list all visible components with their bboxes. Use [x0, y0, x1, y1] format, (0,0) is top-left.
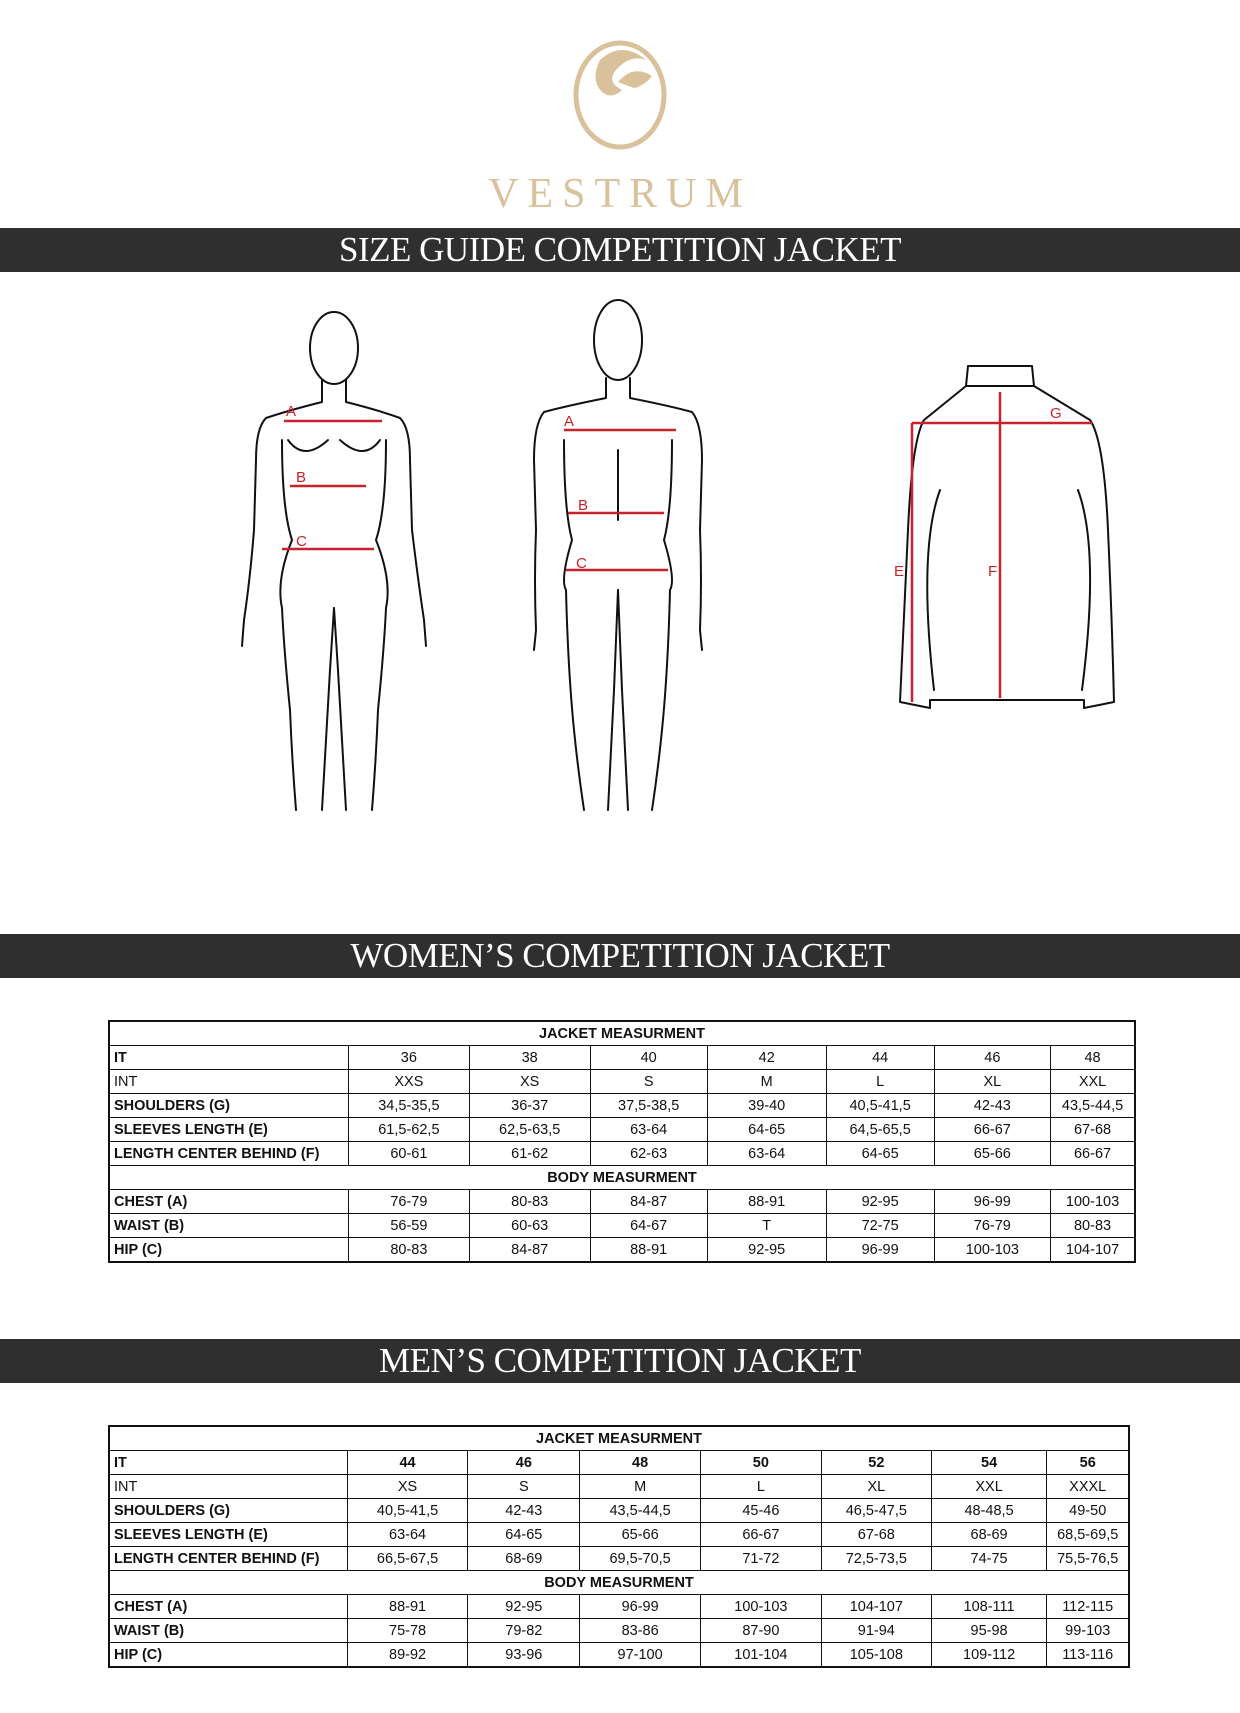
table-cell: 43,5-44,5 [580, 1499, 700, 1523]
jacket-measurement-header [109, 1426, 1129, 1451]
jacket-measurement-header-label: JACKET MEASURMENT [109, 1021, 1135, 1046]
table-cell: 101-104 [700, 1643, 821, 1668]
table-cell: 92-95 [826, 1190, 934, 1214]
man-label-a: A [564, 413, 575, 430]
table-cell: 96-99 [934, 1190, 1051, 1214]
table-cell: 95-98 [931, 1619, 1047, 1643]
table-cell: 45-46 [700, 1499, 821, 1523]
row-label: WAIST (B) [109, 1214, 348, 1238]
table-cell: 64-65 [707, 1118, 826, 1142]
table-cell: 46 [468, 1451, 580, 1475]
table-cell: 68-69 [468, 1547, 580, 1571]
table-cell: 63-64 [347, 1523, 467, 1547]
table-cell: 72,5-73,5 [821, 1547, 931, 1571]
table-cell: 62,5-63,5 [469, 1118, 590, 1142]
jacket-label-f: F [988, 563, 998, 580]
table-cell: 61,5-62,5 [348, 1118, 469, 1142]
row-label: SHOULDERS (G) [109, 1499, 347, 1523]
table-cell: 75,5-76,5 [1047, 1547, 1129, 1571]
measurement-figures [0, 290, 1240, 890]
table-cell: 88-91 [590, 1238, 707, 1263]
table-cell: S [590, 1070, 707, 1094]
table-cell: 91-94 [821, 1619, 931, 1643]
table-cell: 66-67 [934, 1118, 1051, 1142]
table-cell: 112-115 [1047, 1595, 1129, 1619]
women-size-table [108, 1020, 1136, 1263]
man-label-b: B [578, 497, 589, 514]
table-cell: XS [347, 1475, 467, 1499]
table-cell: 65-66 [580, 1523, 700, 1547]
table-cell: XXL [1051, 1070, 1135, 1094]
table-cell: 44 [347, 1451, 467, 1475]
women-section-title: WOMEN’S COMPETITION JACKET [0, 934, 1240, 978]
table-cell: 54 [931, 1451, 1047, 1475]
table-cell: 83-86 [580, 1619, 700, 1643]
table-cell: 64-65 [468, 1523, 580, 1547]
table-cell: 42-43 [468, 1499, 580, 1523]
table-cell: 52 [821, 1451, 931, 1475]
table-cell: 79-82 [468, 1619, 580, 1643]
table-cell: 40 [590, 1046, 707, 1070]
table-row [109, 1451, 1129, 1475]
table-row [109, 1547, 1129, 1571]
jacket-figure [900, 366, 1114, 708]
table-cell: 100-103 [700, 1595, 821, 1619]
table-cell: 113-116 [1047, 1643, 1129, 1668]
row-label: INT [109, 1070, 348, 1094]
table-cell: 34,5-35,5 [348, 1094, 469, 1118]
table-cell: 38 [469, 1046, 590, 1070]
row-label: LENGTH CENTER BEHIND (F) [109, 1142, 348, 1166]
table-cell: 50 [700, 1451, 821, 1475]
table-cell: 65-66 [934, 1142, 1051, 1166]
man-label-c: C [576, 555, 587, 572]
table-row [109, 1643, 1129, 1668]
table-cell: 36-37 [469, 1094, 590, 1118]
men-section-title: MEN’S COMPETITION JACKET [0, 1339, 1240, 1383]
row-label: IT [109, 1451, 347, 1475]
table-row [109, 1238, 1135, 1263]
row-label: SLEEVES LENGTH (E) [109, 1118, 348, 1142]
table-cell: M [707, 1070, 826, 1094]
row-label: CHEST (A) [109, 1190, 348, 1214]
row-label: WAIST (B) [109, 1619, 347, 1643]
table-cell: 60-61 [348, 1142, 469, 1166]
table-cell: 68,5-69,5 [1047, 1523, 1129, 1547]
table-cell: 43,5-44,5 [1051, 1094, 1135, 1118]
table-row [109, 1094, 1135, 1118]
table-cell: 76-79 [348, 1190, 469, 1214]
brand-name: VESTRUM [488, 171, 752, 217]
table-cell: 80-83 [1051, 1214, 1135, 1238]
page-title: SIZE GUIDE COMPETITION JACKET [0, 228, 1240, 272]
table-cell: 40,5-41,5 [826, 1094, 934, 1118]
table-cell: 66,5-67,5 [347, 1547, 467, 1571]
jacket-measurement-header-label: JACKET MEASURMENT [109, 1426, 1129, 1451]
table-cell: 49-50 [1047, 1499, 1129, 1523]
table-cell: 96-99 [580, 1595, 700, 1619]
table-cell: 64,5-65,5 [826, 1118, 934, 1142]
woman-figure [242, 312, 426, 810]
table-cell: 104-107 [1051, 1238, 1135, 1263]
table-cell: 42 [707, 1046, 826, 1070]
table-cell: T [707, 1214, 826, 1238]
table-cell: XXXL [1047, 1475, 1129, 1499]
table-cell: 48-48,5 [931, 1499, 1047, 1523]
table-cell: 88-91 [707, 1190, 826, 1214]
row-label: CHEST (A) [109, 1595, 347, 1619]
row-label: HIP (C) [109, 1238, 348, 1263]
row-label: LENGTH CENTER BEHIND (F) [109, 1547, 347, 1571]
table-cell: 109-112 [931, 1643, 1047, 1668]
row-label: INT [109, 1475, 347, 1499]
table-cell: 99-103 [1047, 1619, 1129, 1643]
table-cell: 89-92 [347, 1643, 467, 1668]
table-cell: 93-96 [468, 1643, 580, 1668]
table-cell: XL [821, 1475, 931, 1499]
table-cell: 87-90 [700, 1619, 821, 1643]
woman-label-c: C [296, 533, 307, 550]
woman-label-b: B [296, 469, 307, 486]
table-row [109, 1499, 1129, 1523]
table-cell: 62-63 [590, 1142, 707, 1166]
table-cell: 96-99 [826, 1238, 934, 1263]
table-cell: 39-40 [707, 1094, 826, 1118]
table-cell: 97-100 [580, 1643, 700, 1668]
table-cell: 71-72 [700, 1547, 821, 1571]
table-cell: 40,5-41,5 [347, 1499, 467, 1523]
table-row [109, 1214, 1135, 1238]
table-cell: 63-64 [707, 1142, 826, 1166]
table-cell: L [700, 1475, 821, 1499]
brand-logo [0, 0, 1240, 220]
row-label: SHOULDERS (G) [109, 1094, 348, 1118]
jacket-label-e: E [894, 563, 905, 580]
body-measurement-header-label: BODY MEASURMENT [109, 1166, 1135, 1190]
table-cell: 63-64 [590, 1118, 707, 1142]
table-cell: XS [469, 1070, 590, 1094]
table-cell: 84-87 [590, 1190, 707, 1214]
table-cell: 60-63 [469, 1214, 590, 1238]
table-cell: XXS [348, 1070, 469, 1094]
table-row [109, 1595, 1129, 1619]
table-cell: 92-95 [468, 1595, 580, 1619]
table-cell: XL [934, 1070, 1051, 1094]
men-size-table [108, 1425, 1130, 1668]
table-cell: 56-59 [348, 1214, 469, 1238]
table-cell: 46,5-47,5 [821, 1499, 931, 1523]
table-cell: 56 [1047, 1451, 1129, 1475]
table-cell: 67-68 [821, 1523, 931, 1547]
table-cell: 64-65 [826, 1142, 934, 1166]
table-row [109, 1046, 1135, 1070]
table-cell: 108-111 [931, 1595, 1047, 1619]
jacket-label-g: G [1050, 405, 1062, 422]
table-cell: 92-95 [707, 1238, 826, 1263]
table-cell: 72-75 [826, 1214, 934, 1238]
table-cell: 68-69 [931, 1523, 1047, 1547]
table-cell: 66-67 [1051, 1142, 1135, 1166]
table-cell: 100-103 [1051, 1190, 1135, 1214]
table-cell: 48 [1051, 1046, 1135, 1070]
body-measurement-header [109, 1166, 1135, 1190]
woman-label-a: A [286, 403, 297, 420]
table-cell: 88-91 [347, 1595, 467, 1619]
table-cell: 44 [826, 1046, 934, 1070]
table-cell: 76-79 [934, 1214, 1051, 1238]
table-cell: 69,5-70,5 [580, 1547, 700, 1571]
body-measurement-header [109, 1571, 1129, 1595]
table-cell: 46 [934, 1046, 1051, 1070]
table-cell: 84-87 [469, 1238, 590, 1263]
table-cell: 36 [348, 1046, 469, 1070]
table-cell: XXL [931, 1475, 1047, 1499]
table-cell: 48 [580, 1451, 700, 1475]
table-cell: 64-67 [590, 1214, 707, 1238]
row-label: HIP (C) [109, 1643, 347, 1668]
table-cell: 74-75 [931, 1547, 1047, 1571]
table-cell: 66-67 [700, 1523, 821, 1547]
table-cell: S [468, 1475, 580, 1499]
table-cell: 105-108 [821, 1643, 931, 1668]
table-cell: 61-62 [469, 1142, 590, 1166]
row-label: SLEEVES LENGTH (E) [109, 1523, 347, 1547]
body-measurement-header-label: BODY MEASURMENT [109, 1571, 1129, 1595]
horse-emblem-icon [560, 30, 680, 160]
table-cell: L [826, 1070, 934, 1094]
table-cell: 80-83 [469, 1190, 590, 1214]
table-row [109, 1523, 1129, 1547]
jacket-measurement-header [109, 1021, 1135, 1046]
table-cell: M [580, 1475, 700, 1499]
table-row [109, 1070, 1135, 1094]
table-cell: 104-107 [821, 1595, 931, 1619]
table-row [109, 1118, 1135, 1142]
table-cell: 80-83 [348, 1238, 469, 1263]
table-cell: 67-68 [1051, 1118, 1135, 1142]
table-cell: 42-43 [934, 1094, 1051, 1118]
table-cell: 37,5-38,5 [590, 1094, 707, 1118]
table-cell: 75-78 [347, 1619, 467, 1643]
table-row [109, 1619, 1129, 1643]
table-cell: 100-103 [934, 1238, 1051, 1263]
row-label: IT [109, 1046, 348, 1070]
man-figure [534, 300, 702, 810]
table-row [109, 1190, 1135, 1214]
table-row [109, 1142, 1135, 1166]
table-row [109, 1475, 1129, 1499]
